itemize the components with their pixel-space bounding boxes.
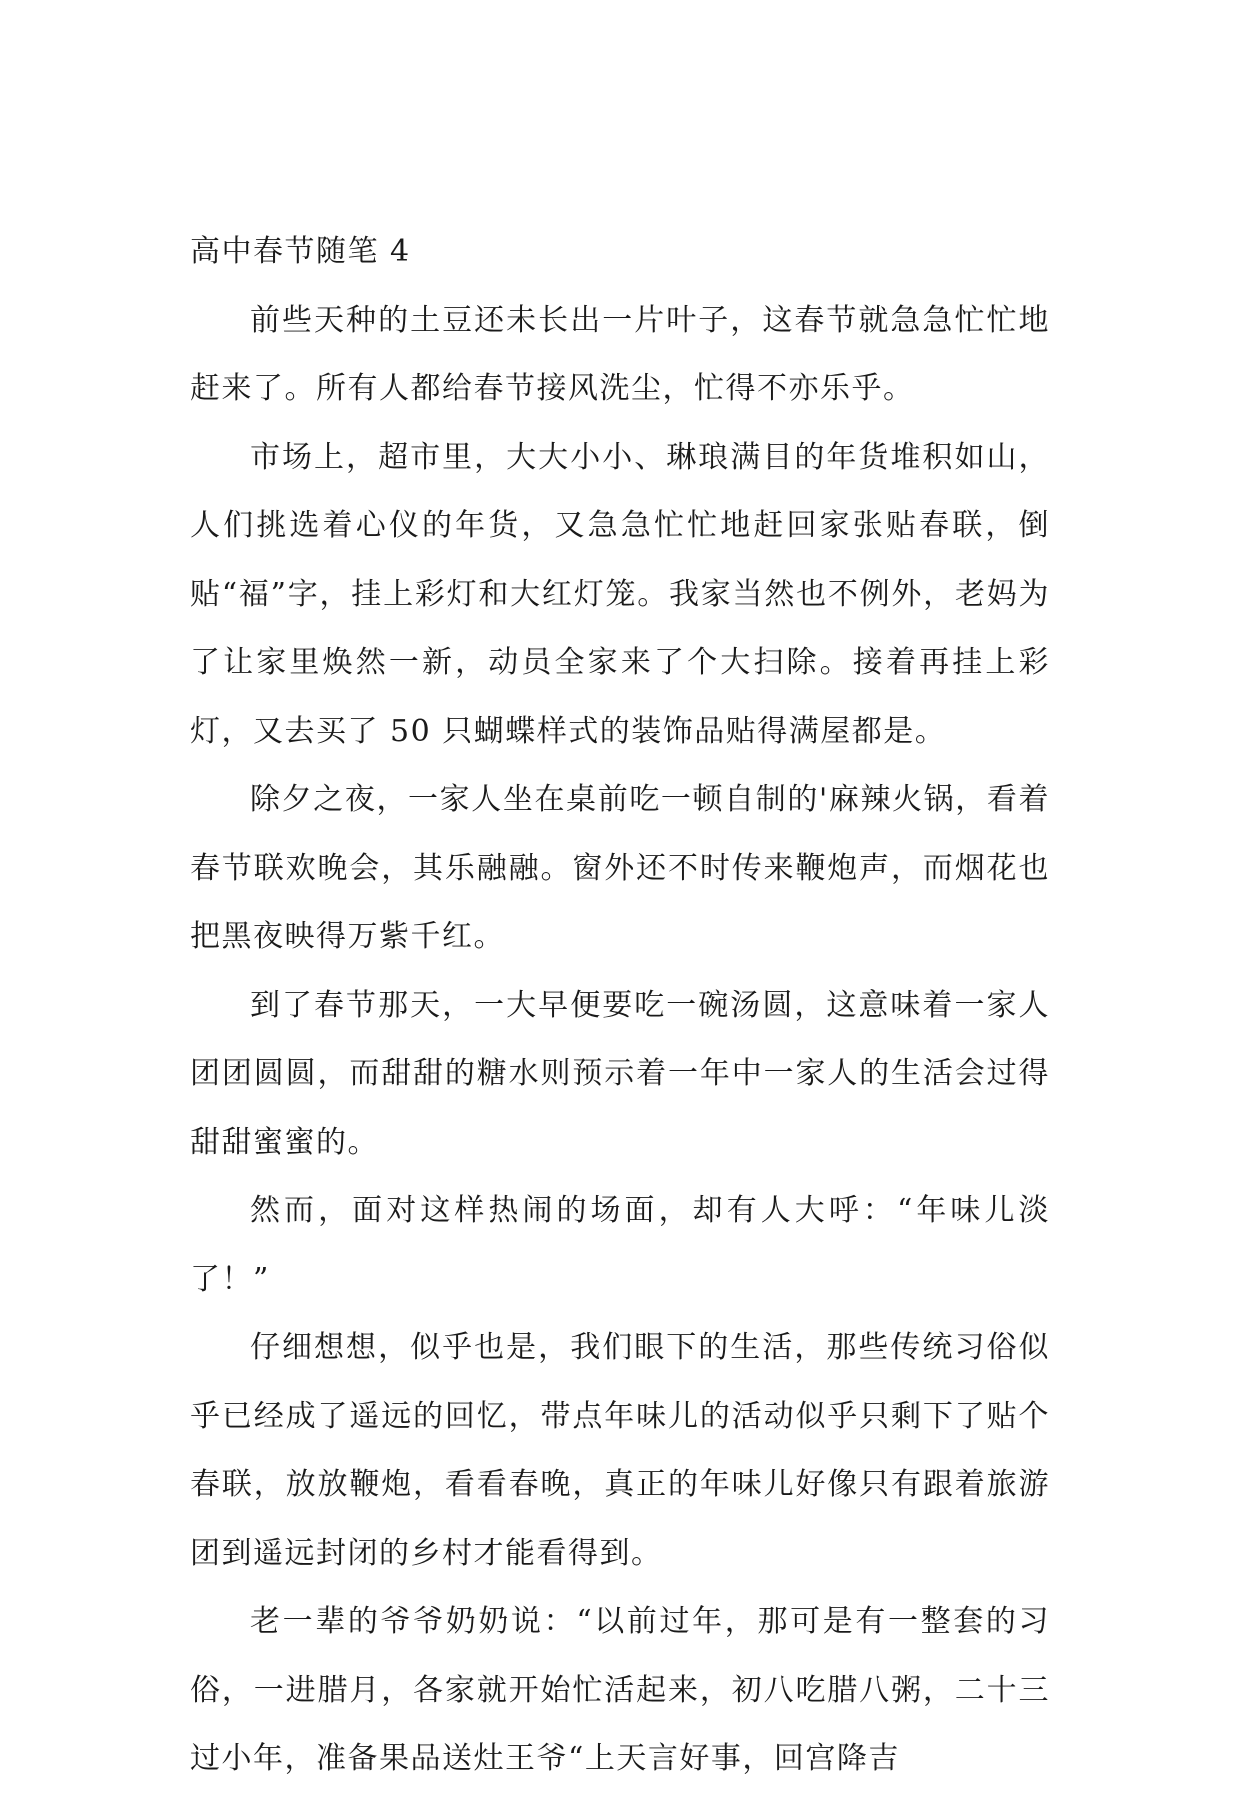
paragraph-4: 到了春节那天，一大早便要吃一碗汤圆，这意味着一家人团团圆圆，而甜甜的糖水则预示着一年中一家人的生活会过得甜甜蜜蜜的。	[190, 987, 1050, 1160]
paragraph-7: 老一辈的爷爷奶奶说：“以前过年，那可是有一整套的习俗，一进腊月，各家就开始忙活起来，初八吃腊八粥，二十三过小年，准备果品送灶王爷“上天言好事，回宫降吉	[190, 1604, 1050, 1776]
paragraph-1: 前些天种的土豆还未长出一片叶子，这春节就急急忙忙地赶来了。所有人都给春节接风洗尘，忙得不亦乐乎。	[190, 302, 1050, 406]
document-body	[190, 218, 1050, 1794]
paragraph-5: 然而，面对这样热闹的场面，却有人大呼：“年味儿淡了！”	[190, 1193, 1050, 1297]
paragraph-3: 除夕之夜，一家人坐在桌前吃一顿自制的'麻辣火锅，看着春节联欢晚会，其乐融融。窗外还不时传来鞭炮声，而烟花也把黑夜映得万紫千红。	[190, 782, 1050, 954]
document-title: 高中春节随笔 4	[190, 234, 411, 269]
paragraph-2: 市场上，超市里，大大小小、琳琅满目的年货堆积如山，人们挑选着心仪的年货，又急急忙忙地赶回家张贴春联，倒贴“福”字，挂上彩灯和大红灯笼。我家当然也不例外，老妈为了让家里焕然一新，动员全家来了个大扫除。接着再挂上彩灯，又去买了 50 只蝴蝶样式的装饰品贴得满屋都是。	[190, 439, 1050, 749]
paragraph-6: 仔细想想，似乎也是，我们眼下的生活，那些传统习俗似乎已经成了遥远的回忆，带点年味儿的活动似乎只剩下了贴个春联，放放鞭炮，看看春晚，真正的年味儿好像只有跟着旅游团到遥远封闭的乡村才能看得到。	[190, 1330, 1050, 1571]
